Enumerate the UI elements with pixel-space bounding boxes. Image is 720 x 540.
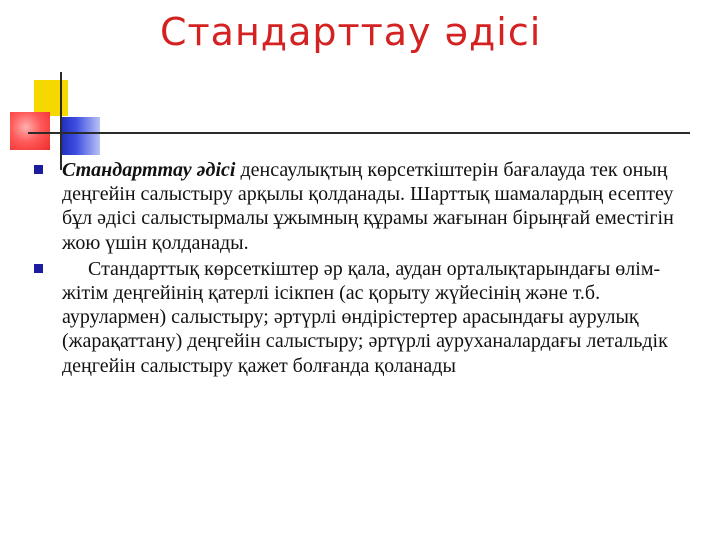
list-item xyxy=(34,257,699,378)
term-lead: Стандарттау әдісі xyxy=(62,159,236,181)
list-item xyxy=(34,158,699,255)
slide-title: Стандарттау әдісі xyxy=(160,10,542,54)
list-item-text xyxy=(62,158,699,255)
square-bullet-icon xyxy=(34,264,43,273)
decor-vertical-line xyxy=(60,72,62,170)
decor-red-square xyxy=(10,112,50,150)
decor-yellow-square xyxy=(34,80,68,116)
term-definition: денсаулықтың көрсеткіштерін бағалауда тек оның деңгейін салыстыру арқылы қолданады. Шарттық шамалардың есептеу бұл әдісі салыстырмалы ұжымның құрамы жағынан бірыңғай еместігін жою үшін қолданады. xyxy=(62,159,674,254)
title-divider xyxy=(28,132,690,134)
paragraph-text: Стандарттық көрсеткіштер әр қала, аудан орталықтарындағы өлім-жітім деңгейінің қатерлі ісікпен (ас қорыту жүйесінің және т.б. аурулармен) салыстыру; әртүрлі өндірістертер арасындағы аурулық (жарақаттану) деңгейін салыстыру; әртүрлі ауруханалардағы летальдік деңгейін салыстыру қажет болғанда қоланады xyxy=(62,257,668,377)
content-list xyxy=(34,158,699,380)
decor-blue-square xyxy=(60,117,100,155)
list-item-text xyxy=(62,257,699,378)
square-bullet-icon xyxy=(34,165,43,174)
